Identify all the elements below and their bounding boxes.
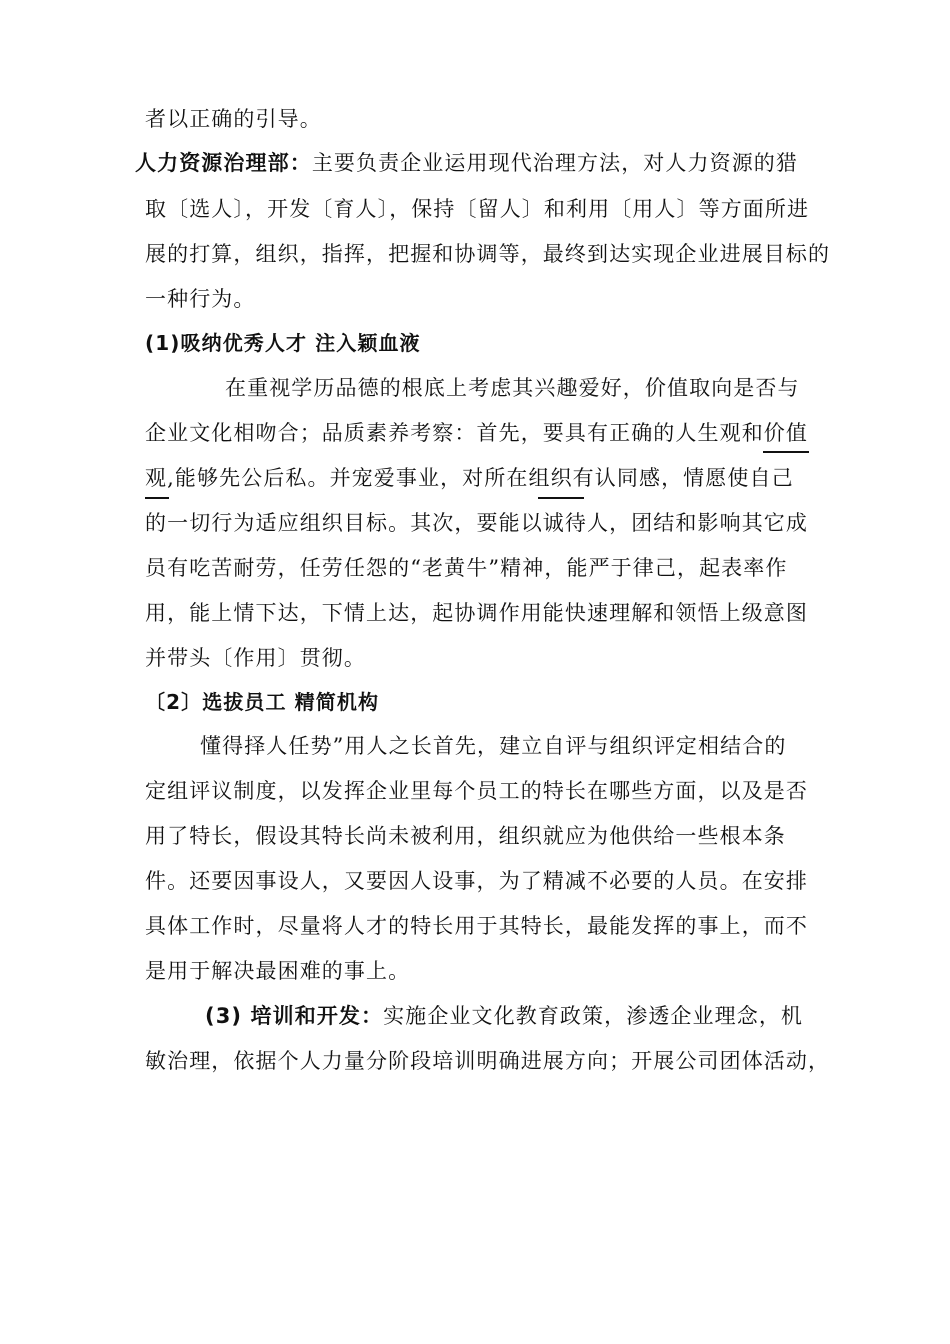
section-2-line-2: 定组评议制度，以发挥企业里每个员工的特长在哪些方面，以及是否 [145, 779, 808, 803]
section-3-line-2: 敏治理，依据个人力量分阶段培训明确进展方向；开展公司团体活动， [145, 1049, 831, 1073]
section-1-line-1: 在重视学历品德的根底上考虑其兴趣爱好，价值取向是否与 [225, 376, 800, 400]
section-2-line-1: 懂得择人任势”用人之长首先，建立自评与组织评定相结合的 [200, 734, 787, 758]
hr-definition-line-4: 一种行为。 [145, 287, 256, 311]
hr-definition-line-3: 展的打算，组织，指挥，把握和协调等，最终到达实现企业进展目标的 [145, 242, 831, 266]
section-1-line-3: 观,能够先公后私。并宠爱事业，对所在组织有认同感，情愿使自己 [145, 466, 794, 490]
hr-definition-line-1 [135, 148, 798, 178]
section-3-label: (3) 培训和开发： [205, 1004, 384, 1028]
section-1-line-2: 企业文化相吻合；品质素养考察：首先，要具有正确的人生观和价值 [145, 421, 808, 445]
section-2-heading: 〔2〕选拔员工 精简机构 [145, 690, 380, 714]
section-1-line-7: 并带头〔作用〕贯彻。 [145, 646, 366, 670]
section-2-line-4: 件。还要因事设人，又要因人设事，为了精减不必要的人员。在安排 [145, 869, 808, 893]
section-1-heading: (1)吸纳优秀人才 注入颖血液 [145, 331, 421, 355]
section-2-line-6: 是用于解决最困难的事上。 [145, 959, 411, 983]
revision-mark [145, 497, 169, 499]
hr-line-1-text: 主要负责企业运用现代治理方法，对人力资源的猎 [311, 151, 799, 175]
section-1-line-5: 员有吃苦耐劳，任劳任怨的“老黄牛”精神，能严于律己，起表率作 [145, 556, 788, 580]
section-2-line-3: 用了特长，假设其特长尚未被利用，组织就应为他供给一些根本条 [145, 824, 786, 848]
hr-term: 人力资源治理部： [135, 151, 312, 175]
revision-mark [538, 497, 584, 499]
revision-mark [763, 451, 809, 453]
section-1-line-4: 的一切行为适应组织目标。其次，要能以诚待人，团结和影响其它成 [145, 511, 808, 535]
section-2-line-5: 具体工作时，尽量将人才的特长用于其特长，最能发挥的事上，而不 [145, 914, 808, 938]
section-3-line-1 [205, 1001, 803, 1031]
section-3-line-1-text: 实施企业文化教育政策，渗透企业理念，机 [383, 1004, 804, 1028]
section-1-line-6: 用，能上情下达，下情上达，起协调作用能快速理解和领悟上级意图 [145, 601, 808, 625]
intro-line: 者以正确的引导。 [145, 107, 322, 131]
hr-definition-line-2: 取〔选人〕，开发〔育人〕，保持〔留人〕和利用〔用人〕等方面所进 [145, 197, 810, 221]
